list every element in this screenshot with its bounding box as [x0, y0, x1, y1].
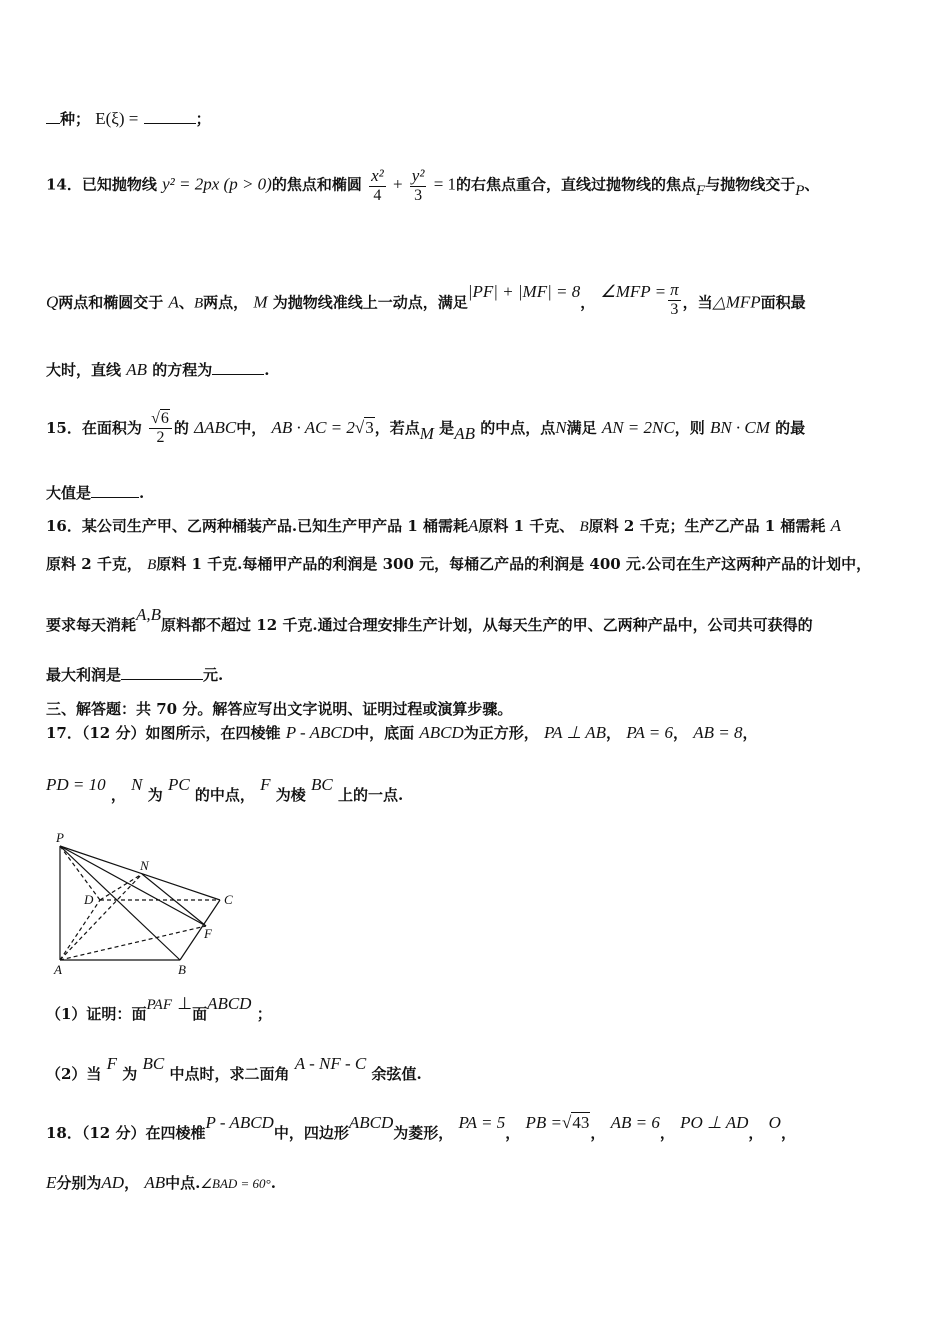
math-M: M	[419, 423, 434, 443]
text: ，	[673, 724, 689, 742]
text: ，	[580, 293, 596, 312]
fraction-x2-over-4	[369, 166, 386, 205]
math-dihedral: A - NF - C	[294, 1054, 367, 1073]
text: 的中点，	[194, 786, 255, 804]
numerator: x²	[371, 166, 384, 185]
label-P: P	[56, 830, 64, 845]
q14-line3	[46, 359, 270, 380]
math-perpendicular: PA ⊥ AB	[543, 723, 606, 742]
q17-part1	[46, 994, 272, 1024]
fraction-sqrt6-over-2	[149, 410, 172, 448]
text: 原料 2 千克；生产乙产品 1 桶需耗	[588, 517, 826, 535]
math-N: N	[131, 775, 143, 794]
math-Q: Q	[46, 292, 59, 312]
q16-line3	[46, 605, 813, 635]
math-condition: |PF| + |MF| = 8	[467, 282, 581, 302]
math-pyramid: P - ABCD	[205, 1113, 274, 1132]
radicand: 3	[365, 417, 374, 437]
math-P: P	[795, 183, 805, 200]
numerator: √6	[149, 410, 172, 429]
text: 为棱	[275, 786, 306, 804]
text: 为	[147, 786, 163, 804]
fraction-y2-over-3	[410, 166, 427, 205]
text: 余弦值.	[371, 1065, 422, 1083]
edge-AD	[60, 900, 100, 960]
text: 中，四边形	[273, 1124, 349, 1142]
label-F: F	[204, 926, 212, 941]
math-AB: AB = 6	[610, 1113, 660, 1132]
math-B: B	[147, 557, 157, 573]
math-F: F	[696, 183, 706, 200]
text: ，	[505, 1124, 521, 1142]
text: ，	[124, 1174, 140, 1192]
pyramid-figure	[46, 828, 246, 978]
math-F: F	[106, 1054, 118, 1073]
math-PA: PA = 6	[626, 723, 673, 742]
text: 原料 2 千克，	[46, 555, 142, 573]
q17-line2	[46, 775, 404, 805]
text: ，则	[674, 418, 705, 437]
denominator: 4	[373, 186, 382, 204]
math-E: E	[46, 1173, 57, 1192]
math-A: A	[467, 516, 479, 535]
math-dot-product: AB · AC = 2	[271, 417, 355, 437]
text: 、	[178, 293, 194, 312]
text: 要求每天消耗	[46, 616, 137, 634]
question-number: 16．	[46, 517, 82, 535]
text: 元.	[203, 666, 224, 684]
math-vector-condition: AN = 2NC	[601, 417, 675, 437]
math-pyramid: P - ABCD	[285, 723, 355, 742]
math-AB: AB	[454, 423, 475, 443]
answer-blank	[144, 123, 196, 124]
math-perp: ⊥	[177, 994, 193, 1013]
text: ，若点	[374, 418, 420, 437]
label-A: A	[54, 962, 62, 977]
math-PB: PB =	[525, 1113, 562, 1132]
math-PA: PA = 5	[458, 1113, 506, 1132]
text: ；	[195, 110, 211, 128]
q18-line1: 18．（12 分）在四棱椎P - ABCD中，四边形ABCD为菱形， PA = 5， PB =√43， AB = 6， PO ⊥ AD， O，	[46, 1113, 796, 1142]
q18-line2	[46, 1172, 276, 1193]
math-perpendicular: PO ⊥ AD	[680, 1113, 749, 1132]
text: 的	[173, 418, 189, 437]
denominator: 3	[414, 186, 423, 204]
text: 中，底面	[354, 724, 415, 742]
math-base: ABCD	[419, 723, 464, 742]
math-AD: AD	[101, 1173, 125, 1192]
answer-blank	[46, 123, 60, 124]
text: ，	[780, 1124, 796, 1142]
text: .	[270, 1174, 276, 1192]
q15-line2	[46, 482, 144, 503]
math-B: B	[579, 519, 589, 535]
question-number: 18．（12 分）	[46, 1124, 146, 1142]
answer-blank	[91, 497, 139, 498]
text: ，	[659, 1124, 675, 1142]
text: 的方程为	[152, 361, 213, 379]
label-D: D	[84, 892, 94, 907]
text: 如图所示，在四棱锥	[145, 724, 281, 742]
text: 为	[122, 1065, 138, 1083]
math-triangle: ΔABC	[194, 417, 237, 437]
text: ，	[590, 1124, 606, 1142]
text: 为菱形，	[393, 1124, 454, 1142]
text: （1）证明：面	[46, 1005, 147, 1023]
text: 大时，直线	[46, 361, 122, 379]
label-N: N	[140, 858, 149, 873]
math-BC: BC	[311, 775, 333, 794]
math-AB: AB	[144, 1173, 166, 1192]
math-PD: PD = 10	[46, 775, 106, 794]
text: 面	[192, 1005, 208, 1023]
text: 满足	[566, 418, 597, 437]
text: 在四棱椎	[145, 1124, 206, 1142]
math-BC: BC	[142, 1054, 165, 1073]
math-M: M	[253, 292, 268, 312]
math-AB: AB = 8	[693, 723, 743, 742]
q17-part2	[46, 1054, 422, 1084]
math-parabola: y² = 2px (p > 0)	[162, 174, 272, 194]
math-expectation: E(ξ) =	[95, 109, 139, 128]
question-number: 17．（12 分）	[46, 724, 146, 742]
q15-line1: 15．在面积为 $\frac{√6}{2}$ 的 ΔABC中， AB · AC = 2√3，若点M 是AB 的中点，点N满足 AN = 2NC，则 BN · CM 的最	[46, 410, 806, 447]
math-triangle: △MFP	[712, 292, 761, 312]
text: 中点时，求二面角	[169, 1065, 290, 1083]
text: 最大利润是	[46, 666, 122, 684]
q13-tail-line	[46, 108, 211, 129]
text: 大值是	[46, 484, 92, 502]
math-ABCD: ABCD	[207, 994, 252, 1013]
text: ，	[606, 724, 622, 742]
radicand: 43	[572, 1113, 590, 1132]
q14-line1: 14．已知抛物线 y² = 2px (p > 0)的焦点和椭圆 $\frac{\text{x²}}{4}$ + $\frac{\text{y²}}{3}$ = 1的右焦点重合，直线过抛物线的焦点F与抛物线交于P、	[46, 166, 820, 204]
radicand: 6	[160, 410, 169, 427]
text: 两点，	[203, 293, 249, 312]
text: ，	[742, 724, 758, 742]
math-dot-product: BN · CM	[709, 417, 770, 437]
text: （2）当	[46, 1065, 102, 1083]
numerator: y²	[411, 166, 425, 185]
text: 某公司生产甲、乙两种桶装产品.已知生产甲产品 1 桶需耗	[81, 517, 468, 535]
edge-PF	[60, 846, 206, 926]
text: ，	[748, 1124, 764, 1142]
math-PC: PC	[167, 775, 190, 794]
text: 中，	[236, 418, 267, 437]
text: 已知抛物线	[81, 175, 157, 194]
text: 、	[804, 175, 820, 194]
math-equals-one: = 1	[433, 174, 457, 194]
math-A: A	[830, 516, 842, 535]
text: 种；	[60, 110, 91, 128]
text: ；	[256, 1005, 272, 1023]
q14-line2	[46, 280, 806, 323]
text: 原料都不超过 12 千克.通过合理安排生产计划，从每天生产的甲、乙两种产品中，公司共可获得的	[161, 616, 813, 634]
text: 的中点，点	[480, 418, 556, 437]
edge-PD	[60, 846, 100, 900]
math-F: F	[260, 775, 271, 794]
text: .	[139, 484, 145, 502]
edge-PB	[60, 846, 180, 960]
math-AB: A,B	[136, 605, 162, 624]
math-A: A	[168, 292, 179, 312]
text: .	[264, 361, 270, 379]
text: ，当	[682, 293, 713, 312]
math-base: ABCD	[348, 1113, 394, 1132]
text: 在面积为	[81, 418, 142, 437]
text: 原料 1 千克、	[478, 517, 575, 535]
text: 分别为	[56, 1174, 102, 1192]
text: 为正方形，	[463, 724, 539, 742]
question-number: 14．	[46, 175, 82, 194]
answer-blank	[212, 374, 264, 375]
math-B: B	[193, 295, 204, 312]
text: 的最	[775, 418, 806, 437]
text: 是	[439, 418, 455, 437]
q16-line4	[46, 664, 223, 685]
label-C: C	[224, 892, 233, 907]
text: 原料 1 千克.每桶甲产品的利润是 300 元，每桶乙产品的利润是 400 元.公司在生产这两种产品的计划中，	[156, 555, 872, 573]
text: ，	[110, 786, 126, 804]
text: 面积最	[760, 293, 806, 312]
text: 两点和椭圆交于	[58, 293, 164, 312]
q17-line1	[46, 722, 758, 743]
math-AB: AB	[126, 360, 148, 379]
section-heading: 三、解答题：共 70 分。解答应写出文字说明、证明过程或演算步骤。	[46, 700, 513, 718]
text: 为抛物线准线上一动点，满足	[272, 293, 468, 312]
math-N: N	[555, 417, 567, 437]
math-angle: ∠MFP =	[600, 282, 667, 302]
label-B: B	[178, 962, 186, 977]
text: 的右焦点重合，直线过抛物线的焦点	[456, 175, 697, 194]
text: 与抛物线交于	[705, 175, 796, 194]
numerator: π	[670, 280, 679, 299]
text: 中点.	[165, 1174, 201, 1192]
answer-blank	[121, 679, 203, 680]
text: 的焦点和椭圆	[271, 175, 362, 194]
q16-line2	[46, 553, 871, 574]
edge-AN	[60, 874, 142, 960]
q16-line1	[46, 515, 841, 536]
denominator: 2	[156, 429, 165, 447]
math-PAF: PAF	[146, 997, 173, 1013]
fraction-pi-over-3	[668, 280, 681, 319]
question-number: 15．	[46, 418, 82, 437]
denominator: 3	[670, 300, 679, 318]
math-angle: ∠BAD = 60°	[200, 1176, 271, 1191]
text: 上的一点.	[338, 786, 404, 804]
math-O: O	[768, 1113, 781, 1132]
